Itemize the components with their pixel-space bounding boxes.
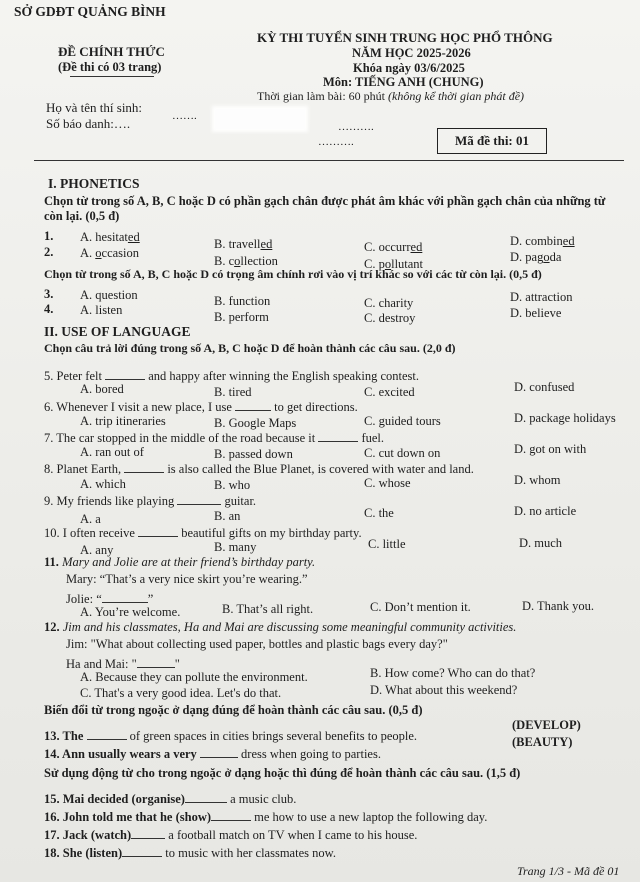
q12-line-1: Jim: "What about collecting used paper, bottles and plastic bags every day?" [66, 637, 448, 651]
q18-stem: 18. She (listen) to music with her classmates now. [44, 846, 336, 860]
divider-short [70, 76, 154, 77]
q8-option-a: A. which [80, 477, 126, 491]
q9-option-b: B. an [214, 509, 241, 523]
q5-option-c: C. excited [364, 385, 415, 399]
q7-option-c: C. cut down on [364, 446, 441, 460]
q12-option-c: C. That's a very good idea. Let's do that. [80, 686, 282, 700]
q5-option-a: A. bored [80, 382, 124, 396]
q4-option-c: C. destroy [364, 311, 416, 325]
q1-option-b: B. travelled [214, 237, 273, 251]
q11-line-2: Jolie: “ ” [66, 592, 154, 606]
q6-stem: 6. Whenever I visit a new place, I use to get directions. [44, 400, 358, 414]
q4-option-b: B. perform [214, 310, 269, 324]
q11-option-c: C. Don’t mention it. [370, 600, 471, 614]
q9-option-c: C. the [364, 506, 394, 520]
q11-option-d: D. Thank you. [522, 599, 594, 613]
q6-option-b: B. Google Maps [214, 416, 297, 430]
wordform-instruction: Biến đổi từ trong ngoặc ở dạng đúng để hoàn thành các câu sau. (0,5 đ) [44, 703, 423, 717]
section-phonetics-title: I. PHONETICS [48, 176, 140, 191]
q10-option-b: B. many [214, 540, 257, 554]
q10-option-a: A. any [80, 543, 114, 557]
q10-option-d: D. much [519, 536, 563, 550]
language-instruction: Chọn câu trả lời đúng trong số A, B, C hoặc D để hoàn thành các câu sau. (2,0 đ) [44, 341, 456, 355]
q11-option-a: A. You’re welcome. [80, 605, 181, 619]
q5-option-b: B. tired [214, 385, 252, 399]
q7-option-a: A. ran out of [80, 445, 144, 459]
q2-number: 2. [44, 245, 54, 259]
dots-left: ……. [172, 110, 197, 122]
q2-option-d: D. pagoda [510, 250, 562, 264]
page-count: (Đề thi có 03 trang) [58, 60, 162, 74]
q10-option-c: C. little [368, 537, 406, 551]
q12-option-b: B. How come? Who can do that? [370, 666, 536, 680]
q7-option-d: D. got on with [514, 442, 587, 456]
dots-right: ………. [338, 121, 374, 133]
q4-option-a: A. listen [80, 303, 123, 317]
q1-option-d: D. combined [510, 234, 575, 248]
time-note: (không kể thời gian phát đề) [388, 89, 525, 103]
q7-option-b: B. passed down [214, 447, 293, 461]
verbform-instruction: Sử dụng động từ cho trong ngoặc ở dạng hoặc thì đúng để hoàn thành các câu sau. (1,5 đ) [44, 766, 521, 780]
q17-stem: 17. Jack (watch) a football match on TV when I came to his house. [44, 828, 418, 842]
q13-word: (DEVELOP) [512, 718, 581, 732]
subject: Môn: TIẾNG ANH (CHUNG) [323, 75, 484, 89]
q6-option-d: D. package holidays [514, 411, 616, 425]
q3-option-b: B. function [214, 294, 271, 308]
q3-number: 3. [44, 287, 54, 301]
q1-option-c: C. occurred [364, 240, 423, 254]
q3-option-c: C. charity [364, 296, 414, 310]
dots-right-2: ………. [318, 136, 354, 148]
q11-line-1: Mary: “That’s a very nice skirt you’re wearing.” [66, 572, 308, 586]
q12-context: 12. Jim and his classmates, Ha and Mai are discussing some meaningful community activities. [44, 620, 517, 634]
q5-stem: 5. Peter felt and happy after winning the English speaking contest. [44, 369, 419, 383]
q11-context: 11. Mary and Jolie are at their friend’s birthday party. [44, 555, 316, 569]
candidate-name-label: Họ và tên thí sinh: [46, 100, 143, 115]
time-label: Thời gian làm bài: 60 phút [257, 89, 385, 103]
candidate-id-label: Số báo danh:…. [46, 116, 131, 131]
exam-code-box: Mã đề thi: 01 [437, 128, 547, 154]
page-footer: Trang 1/3 - Mã đề 01 [517, 864, 620, 878]
q8-option-b: B. who [214, 478, 251, 492]
q3-option-a: A. question [80, 288, 138, 302]
q11-option-b: B. That’s all right. [222, 602, 314, 616]
phonetics-instruction-1: Chọn từ trong số A, B, C hoặc D có phần gạch chân được phát âm khác với phần gạch chân của những từ còn lại. (0,5 đ) [44, 194, 606, 223]
q15-stem: 15. Mai decided (organise) a music club. [44, 792, 297, 806]
q16-stem: 16. John told me that he (show) me how to use a new laptop the following day. [44, 810, 488, 824]
q12-line-2: Ha and Mai: " " [66, 657, 180, 671]
q9-stem: 9. My friends like playing guitar. [44, 494, 257, 508]
q12-option-a: A. Because they can pollute the environment. [80, 670, 308, 684]
redacted-area [212, 106, 308, 132]
q2-option-b: B. collection [214, 254, 278, 268]
q14-stem: 14. Ann usually wears a very dress when going to parties. [44, 747, 381, 761]
q6-option-c: C. guided tours [364, 414, 441, 428]
official-label: ĐỀ CHÍNH THỨC [58, 44, 165, 59]
q2-option-a: A. occasion [80, 246, 140, 260]
q9-option-d: D. no article [514, 504, 577, 518]
q14-word: (BEAUTY) [512, 735, 573, 749]
q1-option-a: A. hesitated [80, 230, 140, 244]
q8-stem: 8. Planet Earth, is also called the Blue Planet, is covered with water and land. [44, 462, 474, 476]
q4-option-d: D. believe [510, 306, 562, 320]
q4-number: 4. [44, 302, 54, 316]
q13-stem: 13. The of green spaces in cities brings several benefits to people. [44, 729, 418, 743]
q2-option-c: C. pollutant [364, 257, 424, 271]
q8-option-d: D. whom [514, 473, 561, 487]
q6-option-a: A. trip itineraries [80, 414, 166, 428]
q12-option-d: D. What about this weekend? [370, 683, 518, 697]
q8-option-c: C. whose [364, 476, 411, 490]
q10-stem: 10. I often receive beautiful gifts on my birthday party. [44, 526, 362, 540]
q9-option-a: A. a [80, 512, 101, 526]
exam-title: KỲ THI TUYỂN SINH TRUNG HỌC PHỔ THÔNG [257, 30, 553, 45]
department-name: SỞ GDĐT QUẢNG BÌNH [14, 4, 166, 19]
q5-option-d: D. confused [514, 380, 575, 394]
section-language-title: II. USE OF LANGUAGE [44, 324, 191, 339]
exam-date: Khóa ngày 03/6/2025 [353, 61, 465, 75]
q3-option-d: D. attraction [510, 290, 573, 304]
phonetics-instruction-2: Chọn từ trong số A, B, C hoặc D có trọng âm chính rơi vào vị trí khác so với các từ còn lại. (0,5 đ) [44, 267, 542, 281]
q1-number: 1. [44, 229, 54, 243]
q7-stem: 7. The car stopped in the middle of the road because it fuel. [44, 431, 385, 445]
header-divider [34, 160, 624, 161]
school-year: NĂM HỌC 2025-2026 [352, 46, 471, 60]
